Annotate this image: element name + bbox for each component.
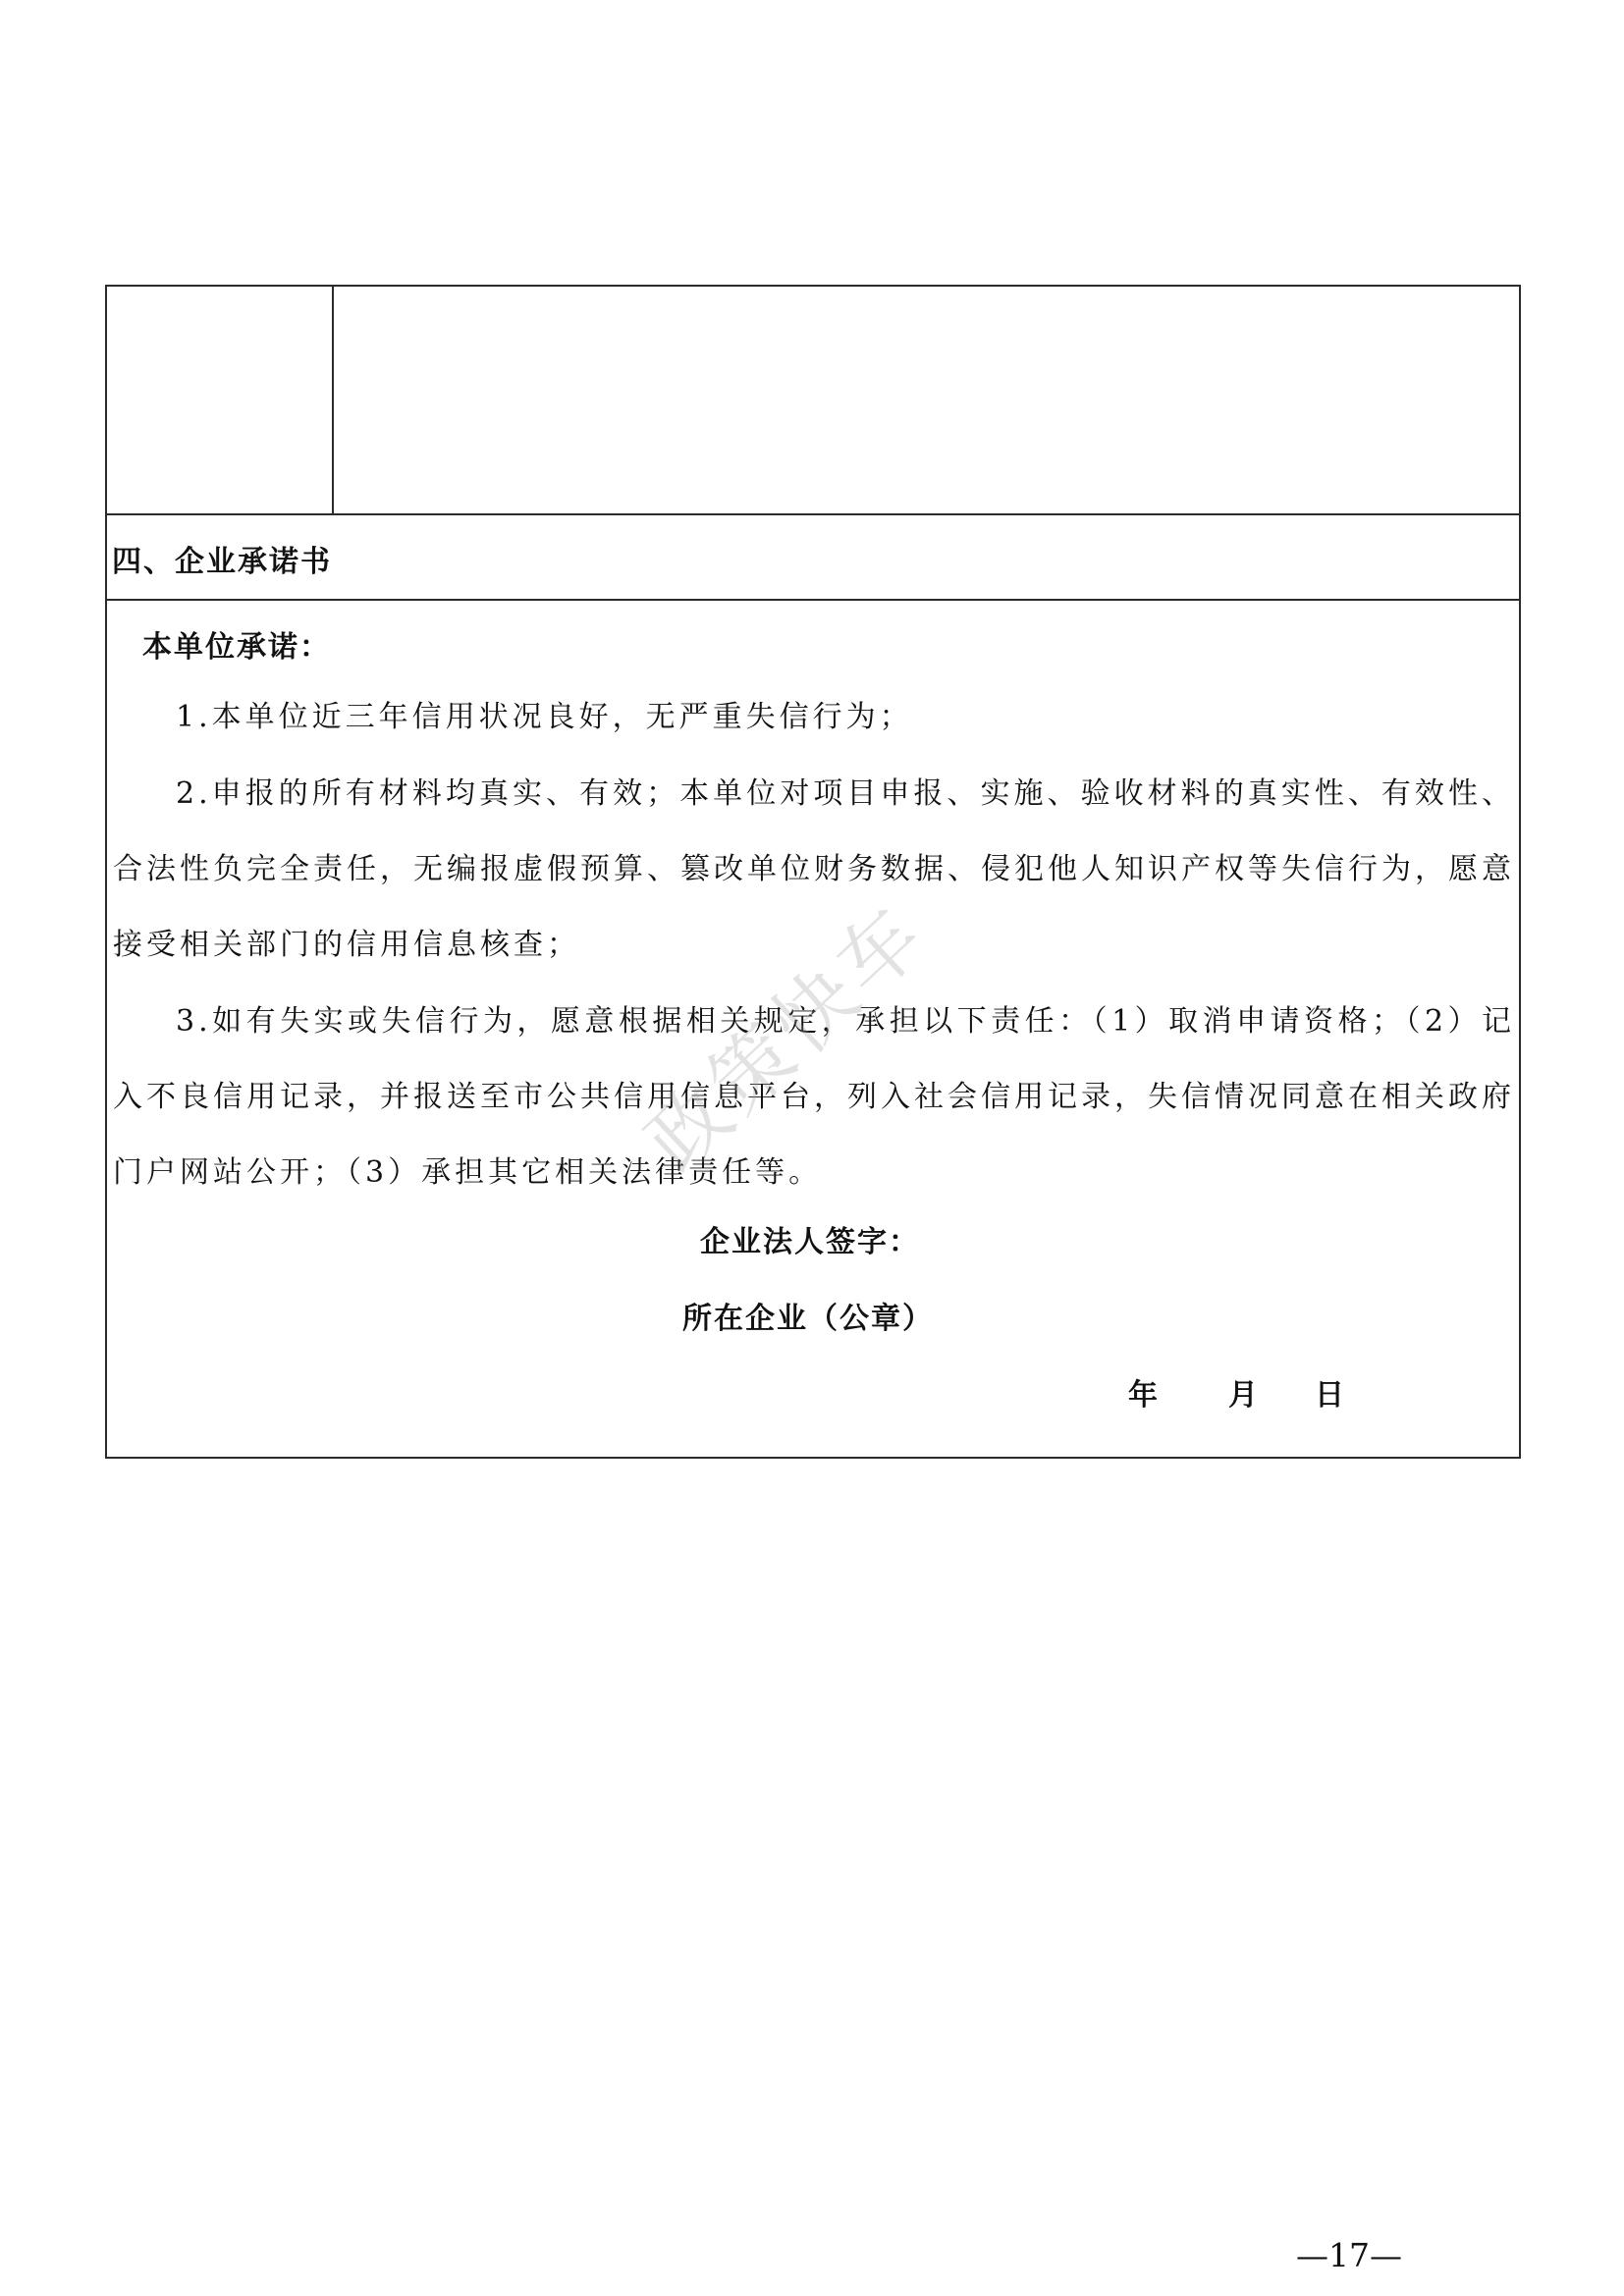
empty-label-cell: [107, 287, 334, 513]
empty-content-cell: [334, 287, 1519, 513]
date-month-label: 月: [1228, 1378, 1258, 1413]
company-seal-label: 所在企业（公章）: [682, 1302, 934, 1336]
commitment-item-3: 3.如有失实或失信行为，愿意根据相关规定，承担以下责任：（1）取消申请资格；（2）记入不良信用记录，并报送至市公共信用信息平台，列入社会信用记录，失信情况同意在相关政府门户网站公开；（3）承担其它相关法律责任等。: [113, 1004, 1515, 1190]
date-year-label: 年: [1128, 1378, 1158, 1413]
page-number: —17—: [1296, 2236, 1402, 2274]
date-day-label: 日: [1315, 1378, 1344, 1413]
commitment-item-1: 1.本单位近三年信用状况良好，无严重失信行为；: [176, 700, 913, 734]
previous-section-row: [107, 287, 1519, 515]
legal-person-signature-label: 企业法人签字：: [700, 1225, 920, 1259]
commitment-form-table: [105, 285, 1521, 1459]
date-line: [1128, 1370, 1354, 1414]
section-title: 四、企业承诺书: [112, 545, 332, 579]
commitment-intro: 本单位承诺：: [142, 630, 331, 665]
watermark: 政策快车: [628, 886, 946, 1191]
commitment-body: [107, 601, 1519, 1457]
section-header-row: [107, 515, 1519, 601]
commitment-item-2: 2.申报的所有材料均真实、有效；本单位对项目申报、实施、验收材料的真实性、有效性、合法性负完全责任，无编报虚假预算、篡改单位财务数据、侵犯他人知识产权等失信行为，愿意接受相关部门的信用信息核查；: [113, 776, 1515, 962]
